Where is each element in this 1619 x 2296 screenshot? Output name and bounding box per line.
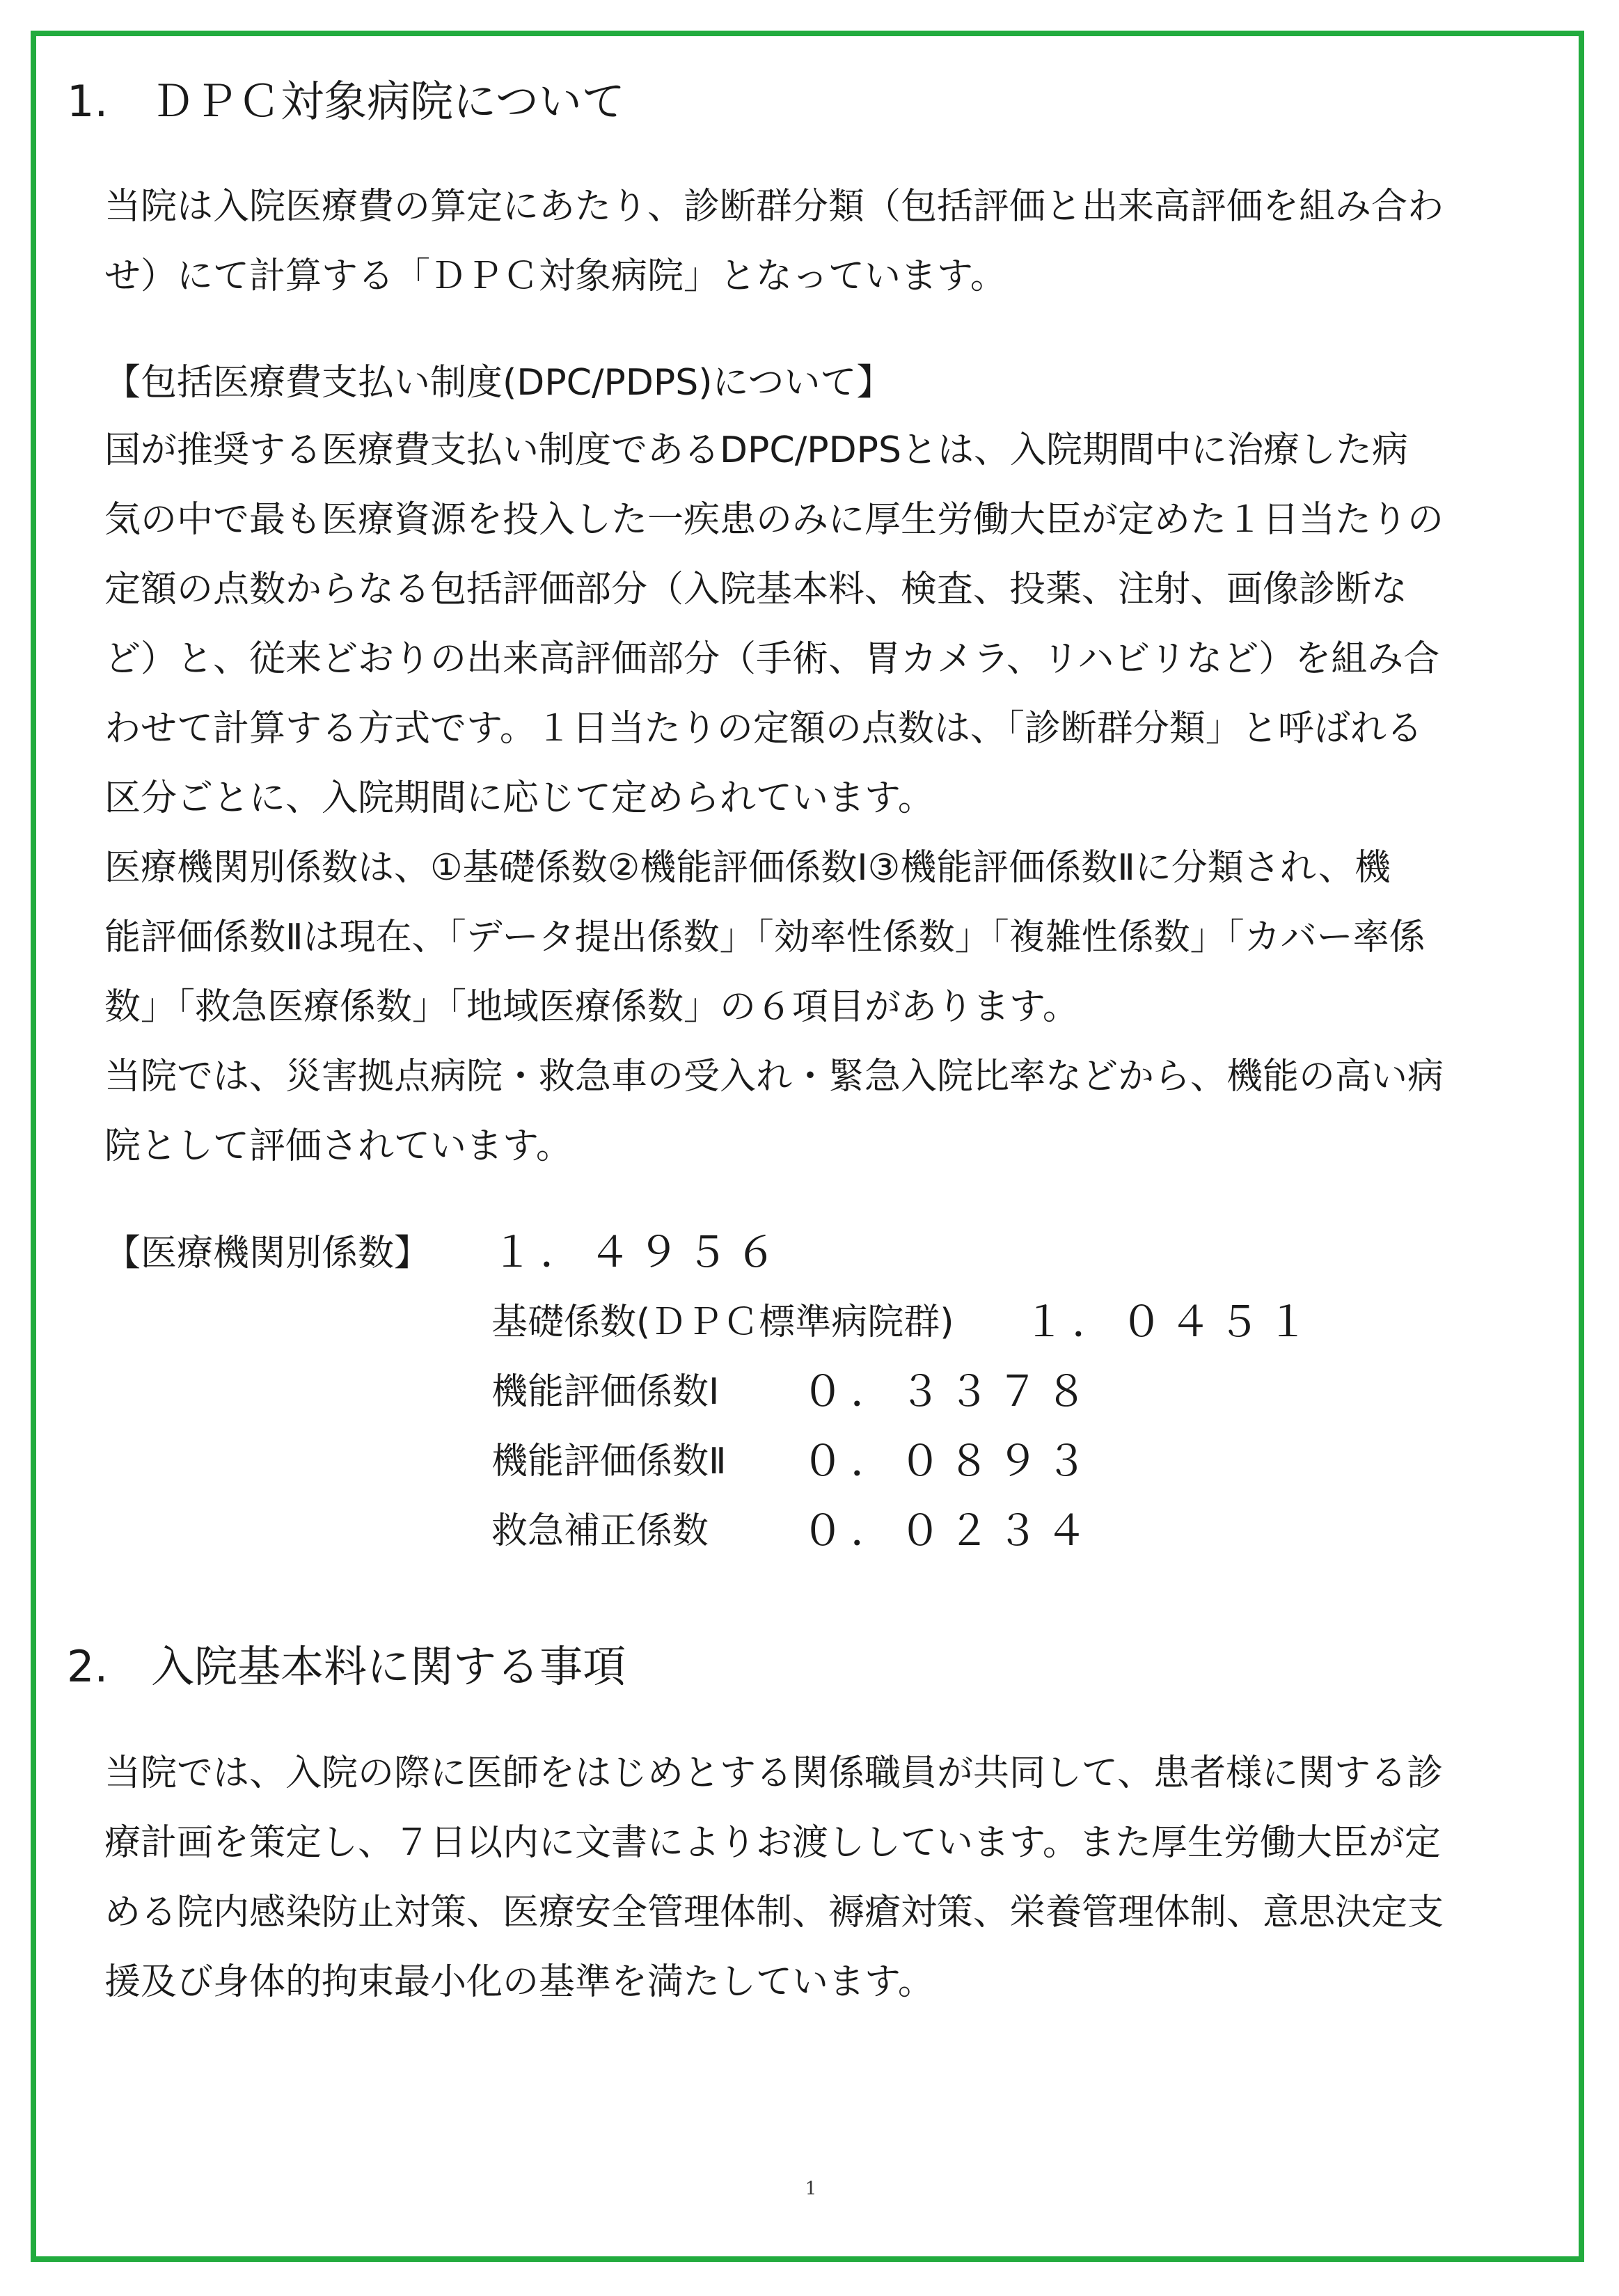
- section1-heading: 1. ＤＰＣ対象病院について: [67, 76, 625, 127]
- function2-coefficient-value: ０．０８９３: [802, 1437, 1094, 1486]
- body-line: 国が推奨する医療費支払い制度であるDPC/PDPSとは、入院期間中に治療した病: [104, 429, 1408, 471]
- body-line: 区分ごとに、入院期間に応じて定められています。: [104, 777, 934, 819]
- body-line: 療計画を策定し、７日以内に文書によりお渡ししています。また厚生労働大臣が定: [104, 1822, 1441, 1864]
- body-line: 当院では、災害拠点病院・救急車の受入れ・緊急入院比率などから、機能の高い病: [104, 1056, 1444, 1098]
- body-line: わせて計算する方式です。１日当たりの定額の点数は、「診断群分類」と呼ばれる: [104, 708, 1423, 750]
- intro-line: 当院は入院医療費の算定にあたり、診断群分類（包括評価と出来高評価を組み合わ: [104, 186, 1444, 228]
- coefficient-total: １．４９５６: [491, 1228, 784, 1277]
- intro-line: せ）にて計算する「ＤＰＣ対象病院」となっています。: [104, 255, 1006, 297]
- body-line: 定額の点数からなる包括評価部分（入院基本料、検査、投薬、注射、画像診断な: [104, 569, 1408, 610]
- body-line: 医療機関別係数は、①基礎係数②機能評価係数Ⅰ③機能評価係数Ⅱに分類され、機: [104, 847, 1391, 889]
- coefficient-label: 【医療機関別係数】: [104, 1233, 431, 1274]
- function1-coefficient-label: 機能評価係数Ⅰ: [491, 1371, 720, 1413]
- basic-coefficient-label: 基礎係数(ＤＰＣ標準病院群): [491, 1301, 954, 1343]
- body-line: 院として評価されています。: [104, 1125, 572, 1167]
- body-line: 気の中で最も医療資源を投入した一疾患のみに厚生労働大臣が定めた１日当たりの: [104, 499, 1444, 541]
- basic-coefficient-value: １．０４５１: [1023, 1298, 1316, 1347]
- function2-coefficient-label: 機能評価係数Ⅱ: [491, 1441, 727, 1482]
- body-line: 数」「救急医療係数」「地域医療係数」の６項目があります。: [104, 986, 1079, 1028]
- body-line: 援及び身体的拘束最小化の基準を満たしています。: [104, 1961, 934, 2003]
- function1-coefficient-value: ０．３３７８: [802, 1368, 1094, 1416]
- dpc-subheading: 【包括医療費支払い制度(DPC/PDPS)について】: [104, 362, 893, 404]
- section1-intro: [104, 172, 1559, 311]
- section2-body: [104, 1739, 1559, 2017]
- emergency-coefficient-value: ０．０２３４: [802, 1507, 1094, 1555]
- page-number: 1: [805, 2178, 817, 2199]
- emergency-coefficient-label: 救急補正係数: [491, 1510, 709, 1552]
- section2-heading: 2. 入院基本料に関する事項: [67, 1641, 626, 1692]
- body-line: 能評価係数Ⅱは現在、「データ提出係数」「効率性係数」「複雑性係数」「カバー率係: [104, 917, 1425, 958]
- body-line: める院内感染防止対策、医療安全管理体制、褥瘡対策、栄養管理体制、意思決定支: [104, 1892, 1444, 1933]
- body-line: ど）と、従来どおりの出来高評価部分（手術、胃カメラ、リハビリなど）を組み合: [104, 638, 1440, 680]
- section1-body: [104, 415, 1559, 1181]
- body-line: 当院では、入院の際に医師をはじめとする関係職員が共同して、患者様に関する診: [104, 1752, 1443, 1794]
